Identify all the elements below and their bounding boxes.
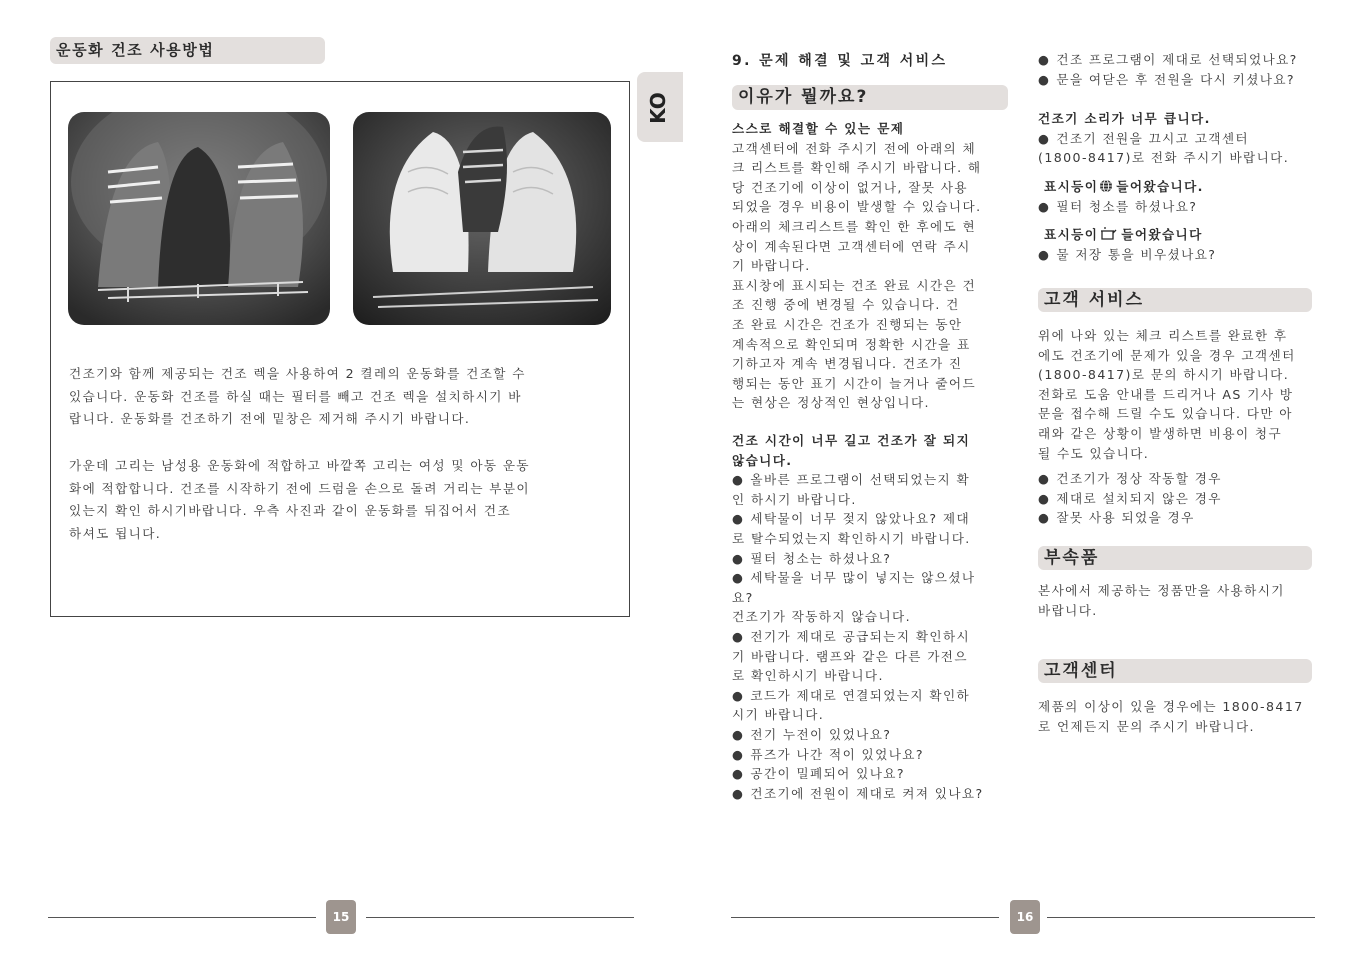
text-line: 바랍니다.	[1038, 602, 1098, 618]
globe-icon	[1099, 179, 1113, 193]
page-number-16: 16	[1010, 900, 1040, 934]
text-line: 될 수도 있습니다.	[1038, 445, 1150, 461]
text-line: 표시창에 표시되는 건조 완료 시간은 건	[732, 277, 977, 293]
bullet-item: ● 필터 청소를 하셨나요?	[1038, 197, 1338, 217]
text-line: (1800-8417)로 문의 하시기 바랍니다.	[1038, 367, 1290, 383]
subhead-lamp-tank	[1038, 225, 1338, 245]
footer-rule-right-a	[731, 917, 999, 918]
text-line: 기 바랍니다. 램프와 같은 다른 가전으	[732, 648, 968, 664]
bullet-item: ● 잘못 사용 되었을 경우	[1038, 508, 1338, 528]
text-line: 되었을 경우 비용이 발생할 수 있습니다.	[732, 199, 982, 215]
text-line: 있습니다. 운동화 건조를 하실 때는 필터를 빼고 건조 렉을 설치하시기 바	[69, 388, 522, 404]
paragraph-rack-usage	[69, 364, 629, 429]
accessories-block	[1038, 581, 1338, 620]
text-line: 에도 건조기에 문제가 있을 경우 고객센터	[1038, 347, 1296, 363]
text-line: 로 언제든지 문의 주시기 바랍니다.	[1038, 718, 1255, 734]
subhead-lamp-filter	[1038, 177, 1338, 197]
page-number-15: 15	[326, 900, 356, 934]
bullet-item: ● 건조기 전원을 끄시고 고객센터	[1038, 129, 1338, 149]
top-bullets	[1038, 50, 1338, 89]
bullet-item: ● 세탁물을 너무 많이 넣지는 않으셨나	[732, 568, 1032, 588]
section-title-accessories: 부속품	[1038, 546, 1312, 570]
text-line: 아래의 체크리스트를 확인 한 후에도 현	[732, 218, 977, 234]
text-line: 조 진행 중에 변경될 수 있습니다. 건	[732, 297, 960, 313]
language-tab-label: KO	[646, 92, 670, 124]
lamp-filter-block	[1038, 177, 1338, 216]
bullet-item: ● 건조기에 전원이 제대로 켜져 있나요?	[732, 784, 1032, 804]
text-line: 하셔도 됩니다.	[69, 525, 162, 541]
text-line: 건조기와 함께 제공되는 건조 렉을 사용하여 2 켤레의 운동화를 건조할 수	[69, 366, 526, 381]
section-title-reasons: 이유가 뭘까요?	[732, 85, 1008, 110]
bullet-item: ● 물 저장 통을 비우셨나요?	[1038, 245, 1338, 265]
lamp-label: 들어왔습니다.	[1116, 179, 1204, 194]
self-fix-block	[732, 119, 1032, 413]
text-line: 크 리스트를 확인해 주시기 바랍니다. 해	[732, 160, 982, 176]
text-line: 시기 바랍니다.	[732, 707, 825, 723]
text-line: 로 확인하시기 바랍니다.	[732, 668, 884, 684]
text-line: 가운데 고리는 남성용 운동화에 적합하고 바깥쪽 고리는 여성 및 아동 운동	[69, 458, 530, 473]
text-line: 조 완료 시간은 건조가 진행되는 동안	[732, 316, 963, 332]
chapter-title: 9. 문제 해결 및 고객 서비스	[732, 53, 948, 69]
photo-shoes-on-rack	[68, 112, 330, 325]
bullet-item: ● 공간이 밀폐되어 있나요?	[732, 764, 1032, 784]
photo-shoes-inverted	[353, 112, 611, 325]
bullet-item: ● 필터 청소는 하셨나요?	[732, 549, 1032, 569]
text-line: 문을 접수해 드릴 수도 있습니다. 다만 아	[1038, 406, 1293, 422]
text-line: 당 건조기에 이상이 없거나, 잘못 사용	[732, 179, 968, 195]
subhead-noise: 건조기 소리가 너무 큽니다.	[1038, 111, 1211, 126]
lamp-tank-block	[1038, 225, 1338, 264]
bullet-item: ● 퓨즈가 나간 적이 있었나요?	[732, 745, 1032, 765]
customer-center-block	[1038, 697, 1338, 736]
bullet-item: ● 세탁물이 너무 젖지 않았나요? 제대	[732, 509, 1032, 529]
bullet-item: ● 건조기가 정상 작동할 경우	[1038, 469, 1338, 489]
text-line: 제품의 이상이 있을 경우에는 1800-8417	[1038, 699, 1304, 714]
bullet-item: ● 전기 누전이 있었나요?	[732, 725, 1032, 745]
bullet-item: ● 올바른 프로그램이 선택되었는지 확	[732, 470, 1032, 490]
bullet-item: ● 문을 여닫은 후 전원을 다시 키셨나요?	[1038, 70, 1338, 90]
subhead-slow-drying: 건조 시간이 너무 길고 건조가 잘 되지	[732, 433, 971, 448]
text-line: 요?	[732, 589, 754, 605]
bullet-item: ● 코드가 제대로 연결되었는지 확인하	[732, 686, 1032, 706]
text-line: 로 탈수되었는지 확인하시기 바랍니다.	[732, 530, 971, 546]
lamp-label: 표시등이	[1044, 179, 1099, 194]
text-line: 있는지 확인 하시기바랍니다. 우측 사진과 같이 운동화를 뒤집어서 건조	[69, 503, 512, 519]
text-line: 전화로 도움 안내를 드리거나 AS 기사 방	[1038, 386, 1294, 402]
text-line: 본사에서 제공하는 정품만을 사용하시기	[1038, 583, 1285, 598]
water-tank-icon	[1100, 227, 1118, 241]
bullet-item: ● 전기가 제대로 공급되는지 확인하시	[732, 627, 1032, 647]
text-line: 기하고자 계속 변경됩니다. 건조가 진	[732, 356, 963, 372]
text-line: 계속적으로 확인되며 정확한 시간을 표	[732, 336, 971, 352]
section-title-sneaker-drying: 운동화 건조 사용방법	[50, 37, 325, 64]
subhead-self-fix: 스스로 해결할 수 있는 문제	[732, 121, 905, 136]
service-block	[1038, 326, 1338, 528]
paragraph-hooks	[69, 456, 629, 543]
text-line: 랍니다. 운동화를 건조하기 전에 밑창은 제거해 주시기 바랍니다.	[69, 411, 471, 427]
lamp-label: 표시등이	[1044, 227, 1099, 242]
text-line: 인 하시기 바랍니다.	[732, 491, 857, 507]
noise-block	[1038, 109, 1338, 168]
lamp-label: 들어왔습니다	[1121, 227, 1203, 242]
text-line: 래와 같은 상황이 발생하면 비용이 청구	[1038, 425, 1283, 441]
text-line: 는 현상은 정상적인 현상입니다.	[732, 395, 930, 411]
text-line: 상이 계속된다면 고객센터에 연락 주시	[732, 238, 971, 254]
text-line: 고객센터에 전화 주시기 전에 아래의 체	[732, 140, 977, 156]
section-title-customer-service: 고객 서비스	[1038, 288, 1312, 312]
text-line: (1800-8417)로 전화 주시기 바랍니다.	[1038, 150, 1290, 166]
footer-rule-right-b	[1047, 917, 1315, 918]
text-line: 위에 나와 있는 체크 리스트를 완료한 후	[1038, 328, 1288, 343]
text-line: 행되는 동안 표기 시간이 늘거나 줄어드	[732, 375, 977, 391]
section-title-customer-center: 고객센터	[1038, 659, 1312, 683]
bullet-item: ● 제대로 설치되지 않은 경우	[1038, 489, 1338, 509]
text-line: 기 바랍니다.	[732, 258, 811, 274]
bullet-item: ● 건조 프로그램이 제대로 선택되었나요?	[1038, 50, 1338, 70]
subhead-slow-drying-cont: 않습니다.	[732, 452, 793, 468]
footer-rule-left-b	[366, 917, 634, 918]
text-line: 건조기가 작동하지 않습니다.	[732, 609, 911, 625]
slow-drying-block	[732, 431, 1032, 803]
text-line: 화에 적합합니다. 건조를 시작하기 전에 드럼을 손으로 돌려 거리는 부분이	[69, 480, 530, 496]
language-tab	[637, 72, 683, 142]
footer-rule-left-a	[48, 917, 316, 918]
